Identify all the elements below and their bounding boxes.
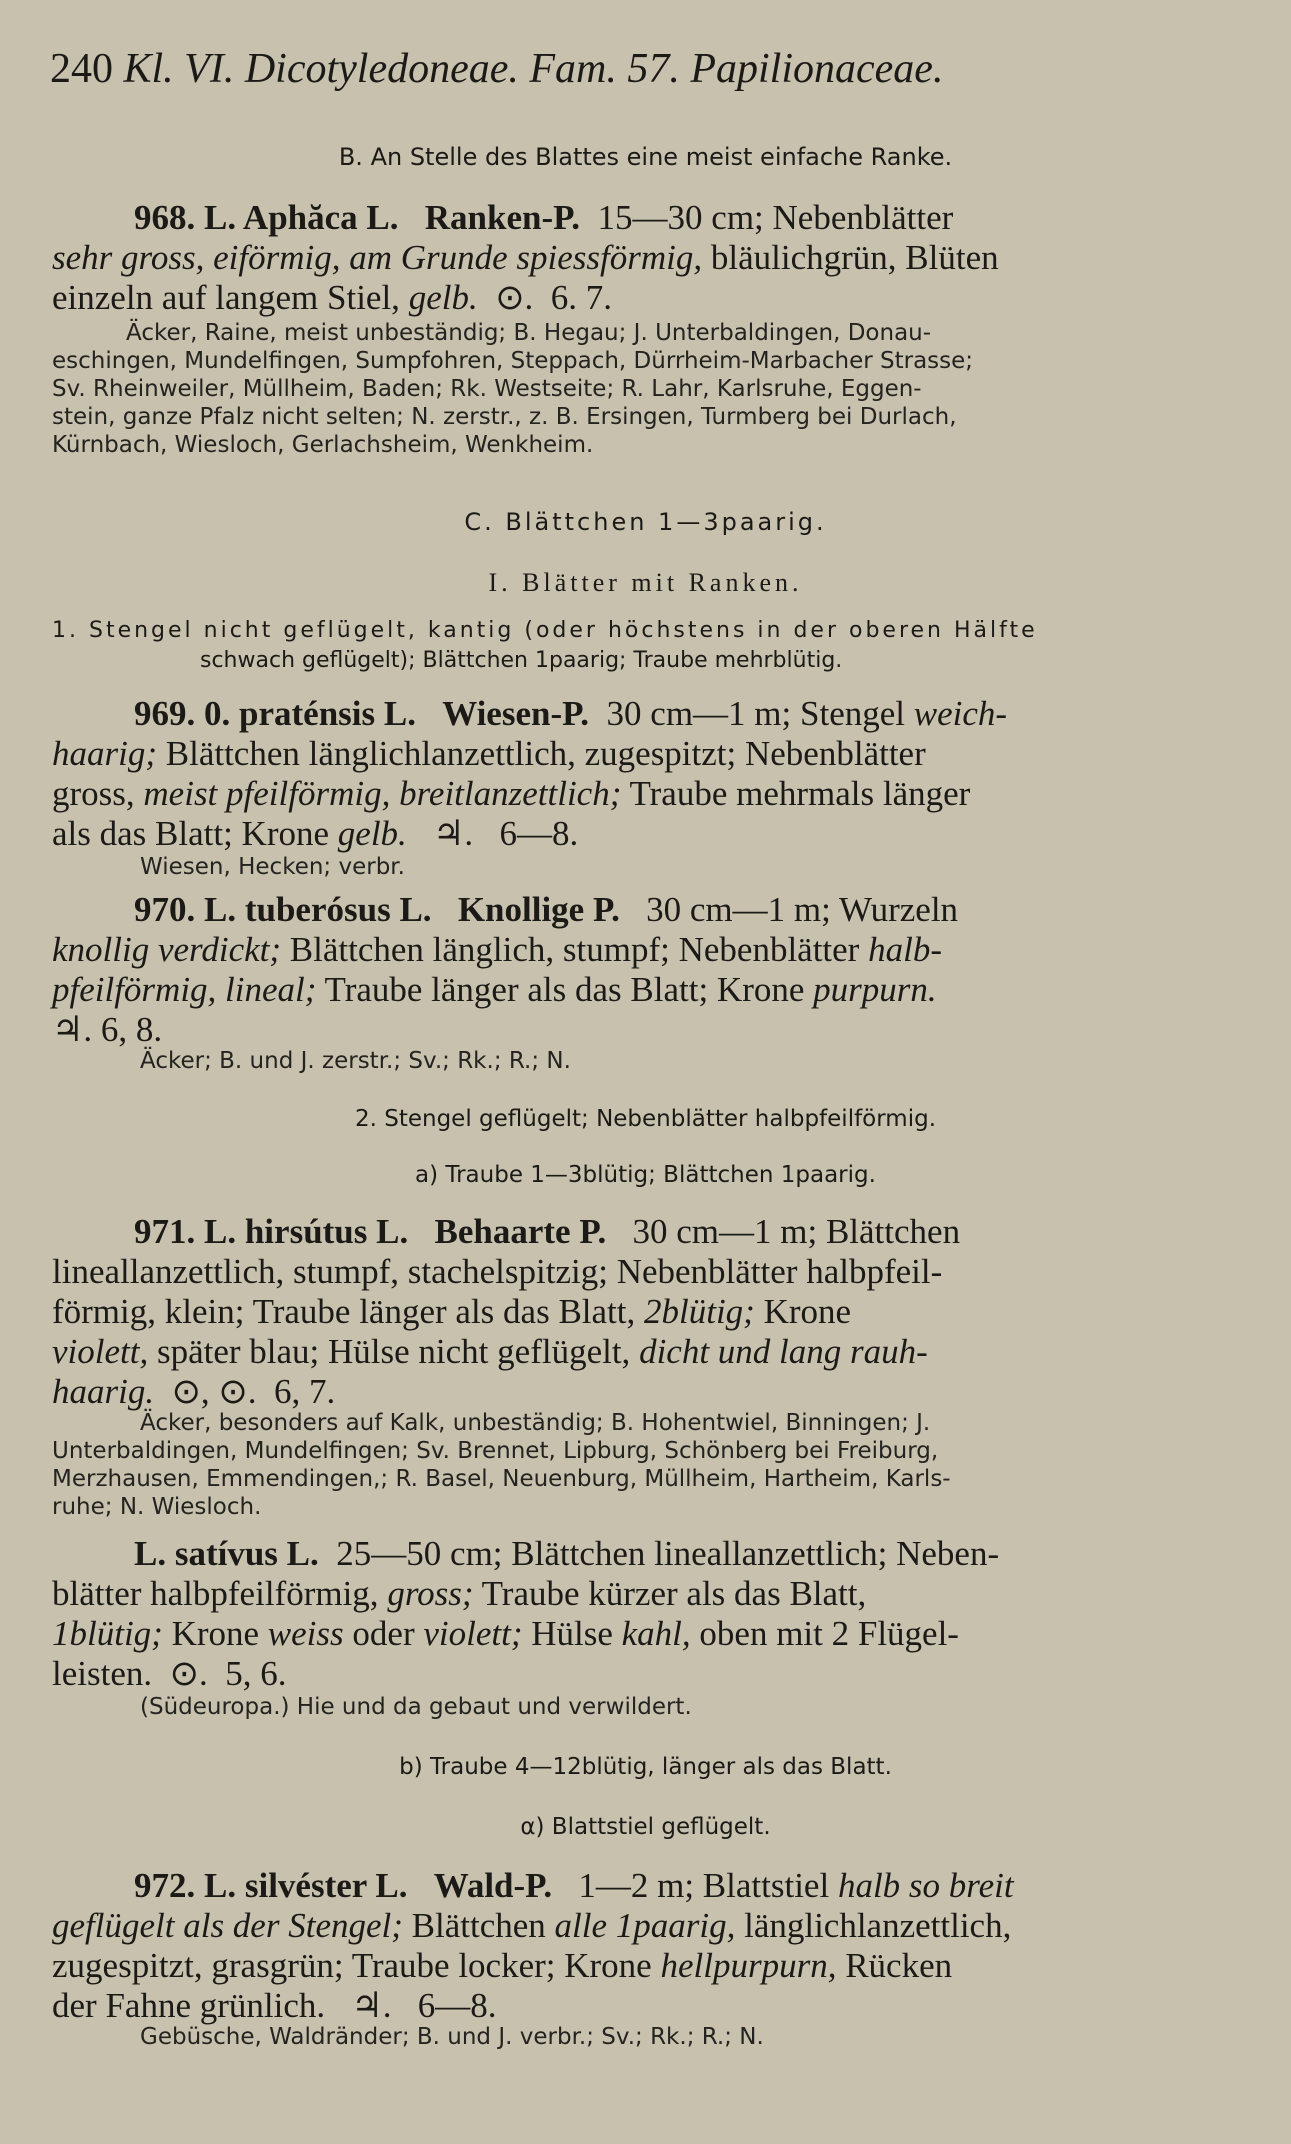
annual-symbol: ⊙.	[169, 1654, 208, 1693]
species-number: 969. 0.	[134, 694, 231, 733]
species-969-line-2: haarig; Blättchen länglichlanzettlich, zugespitzt; Nebenblätter	[52, 734, 926, 773]
species-name: L. tuberósus L.	[204, 890, 432, 929]
species-name: praténsis L.	[239, 694, 416, 733]
life-cycle-symbols: ⊙, ⊙.	[171, 1372, 257, 1411]
section-heading-b: B. An Stelle des Blattes eine meist einfache Ranke.	[338, 143, 953, 171]
perennial-symbol: ♃.	[433, 814, 474, 853]
species-971-locality: Merzhausen, Emmendingen,; R. Basel, Neuenburg, Müllheim, Hartheim, Karls-	[52, 1466, 951, 1492]
species-sativus-line-3: 1blütig; Krone weiss oder violett; Hülse kahl, oben mit 2 Flügel-	[52, 1614, 959, 1653]
key-2a: a) Traube 1—3blütig; Blättchen 1paarig.	[415, 1162, 876, 1188]
key-1-line-1: 1. Stengel nicht geflügelt, kantig (oder höchstens in der oberen Hälfte	[52, 618, 1038, 643]
species-971-locality: Unterbaldingen, Mundelfingen; Sv. Brennet, Lipburg, Schönberg bei Freiburg,	[52, 1438, 939, 1464]
species-972-line-2: geflügelt als der Stengel; Blättchen alle 1paarig, länglichlanzettlich,	[52, 1906, 1012, 1945]
species-968-line-3: einzeln auf langem Stiel, gelb. ⊙. 6. 7.	[52, 278, 613, 317]
species-970-line-2: knollig verdickt; Blättchen länglich, stumpf; Nebenblätter halb-	[52, 930, 942, 969]
species-972-line-1: 972. L. silvéster L. Wald-P. 1—2 m; Blattstiel halb so breit	[134, 1866, 1014, 1905]
species-968-line-2: sehr gross, eiförmig, am Grunde spiessförmig, bläulichgrün, Blüten	[52, 238, 999, 277]
species-sativus-line-1: L. satívus L. 25—50 cm; Blättchen lineallanzettlich; Neben-	[134, 1534, 1000, 1573]
key-2b: b) Traube 4—12blütig, länger als das Blatt.	[399, 1754, 892, 1780]
species-968-line-1: 968. L. Aphăca L. Ranken-P. 15—30 cm; Nebenblätter	[134, 198, 954, 237]
species-971-line-1: 971. L. hirsútus L. Behaarte P. 30 cm—1 m; Blättchen	[134, 1212, 961, 1251]
species-970-line-1: 970. L. tuberósus L. Knollige P. 30 cm—1 m; Wurzeln	[134, 890, 959, 929]
species-970-locality: Äcker; B. und J. zerstr.; Sv.; Rk.; R.; N.	[140, 1048, 571, 1074]
species-968-locality: Kürnbach, Wiesloch, Gerlachsheim, Wenkheim.	[52, 432, 594, 458]
species-sativus-locality: (Südeuropa.) Hie und da gebaut und verwildert.	[140, 1694, 692, 1720]
species-972-line-4: der Fahne grünlich. ♃. 6—8.	[52, 1986, 497, 2025]
species-972-line-3: zugespitzt, grasgrün; Traube locker; Krone hellpurpurn, Rücken	[52, 1946, 953, 1985]
species-sativus-line-2: blätter halbpfeilförmig, gross; Traube kürzer als das Blatt,	[52, 1574, 867, 1613]
species-971-line-3: förmig, klein; Traube länger als das Blatt, 2blütig; Krone	[52, 1292, 852, 1331]
annual-symbol: ⊙.	[495, 278, 534, 317]
species-name: L. silvéster L.	[204, 1866, 408, 1905]
key-2: 2. Stengel geflügelt; Nebenblätter halbpfeilförmig.	[354, 1106, 937, 1132]
species-number: 970.	[134, 890, 196, 929]
species-970-line-3: pfeilförmig, lineal; Traube länger als das Blatt; Krone purpurn.	[52, 970, 937, 1009]
running-header	[50, 48, 943, 90]
species-number: 972.	[134, 1866, 196, 1905]
species-969-line-3: gross, meist pfeilförmig, breitlanzettlich; Traube mehrmals länger	[52, 774, 971, 813]
section-heading-c: C. Blättchen 1—3paarig.	[464, 508, 827, 536]
species-969-line-4: als das Blatt; Krone gelb. ♃. 6—8.	[52, 814, 579, 853]
species-971-locality: ruhe; N. Wiesloch.	[52, 1494, 262, 1520]
vernacular-name: Wald-P.	[433, 1866, 553, 1905]
species-969-locality: Wiesen, Hecken; verbr.	[140, 854, 405, 880]
vernacular-name: Behaarte P.	[434, 1212, 607, 1251]
species-name: L. Aphăca L.	[204, 198, 399, 237]
species-971-line-2: lineallanzettlich, stumpf, stachelspitzig; Nebenblätter halbpfeil-	[52, 1252, 943, 1291]
key-1-line-2: schwach geflügelt); Blättchen 1paarig; Traube mehrblütig.	[200, 648, 843, 673]
species-name: L. satívus L.	[134, 1534, 319, 1573]
page-number: 240	[50, 46, 113, 92]
species-971-line-5: haarig. ⊙, ⊙. 6, 7.	[52, 1372, 336, 1411]
section-heading-c1: I. Blätter mit Ranken.	[488, 568, 803, 597]
species-972-locality: Gebüsche, Waldränder; B. und J. verbr.; Sv.; Rk.; R.; N.	[140, 2024, 764, 2050]
species-name: L. hirsútus L.	[204, 1212, 409, 1251]
species-971-line-4: violett, später blau; Hülse nicht geflügelt, dicht und lang rauh-	[52, 1332, 928, 1371]
vernacular-name: Ranken-P.	[424, 198, 581, 237]
perennial-symbol: ♃.	[351, 1986, 392, 2025]
species-968-locality: Äcker, Raine, meist unbeständig; B. Hegau; J. Unterbaldingen, Donau-	[126, 320, 932, 346]
species-969-line-1: 969. 0. praténsis L. Wiesen-P. 30 cm—1 m; Stengel weich-	[134, 694, 1008, 733]
species-968-locality: stein, ganze Pfalz nicht selten; N. zerstr., z. B. Ersingen, Turmberg bei Durlach,	[52, 404, 957, 430]
species-968-locality: Sv. Rheinweiler, Müllheim, Baden; Rk. Westseite; R. Lahr, Karlsruhe, Eggen-	[52, 376, 922, 402]
vernacular-name: Knollige P.	[457, 890, 620, 929]
species-970-line-4: ♃. 6, 8.	[52, 1010, 163, 1049]
species-968-locality: eschingen, Mundelfingen, Sumpfohren, Steppach, Dürrheim-Marbacher Strasse;	[52, 348, 974, 374]
key-alpha: α) Blattstiel geflügelt.	[520, 1814, 771, 1840]
species-number: 971.	[134, 1212, 196, 1251]
header-title: Kl. VI. Dicotyledoneae. Fam. 57. Papilionaceae.	[123, 46, 944, 92]
species-number: 968.	[134, 198, 196, 237]
species-971-locality: Äcker, besonders auf Kalk, unbeständig; B. Hohentwiel, Binningen; J.	[140, 1410, 931, 1436]
species-sativus-line-4: leisten. ⊙. 5, 6.	[52, 1654, 287, 1693]
vernacular-name: Wiesen-P.	[442, 694, 590, 733]
